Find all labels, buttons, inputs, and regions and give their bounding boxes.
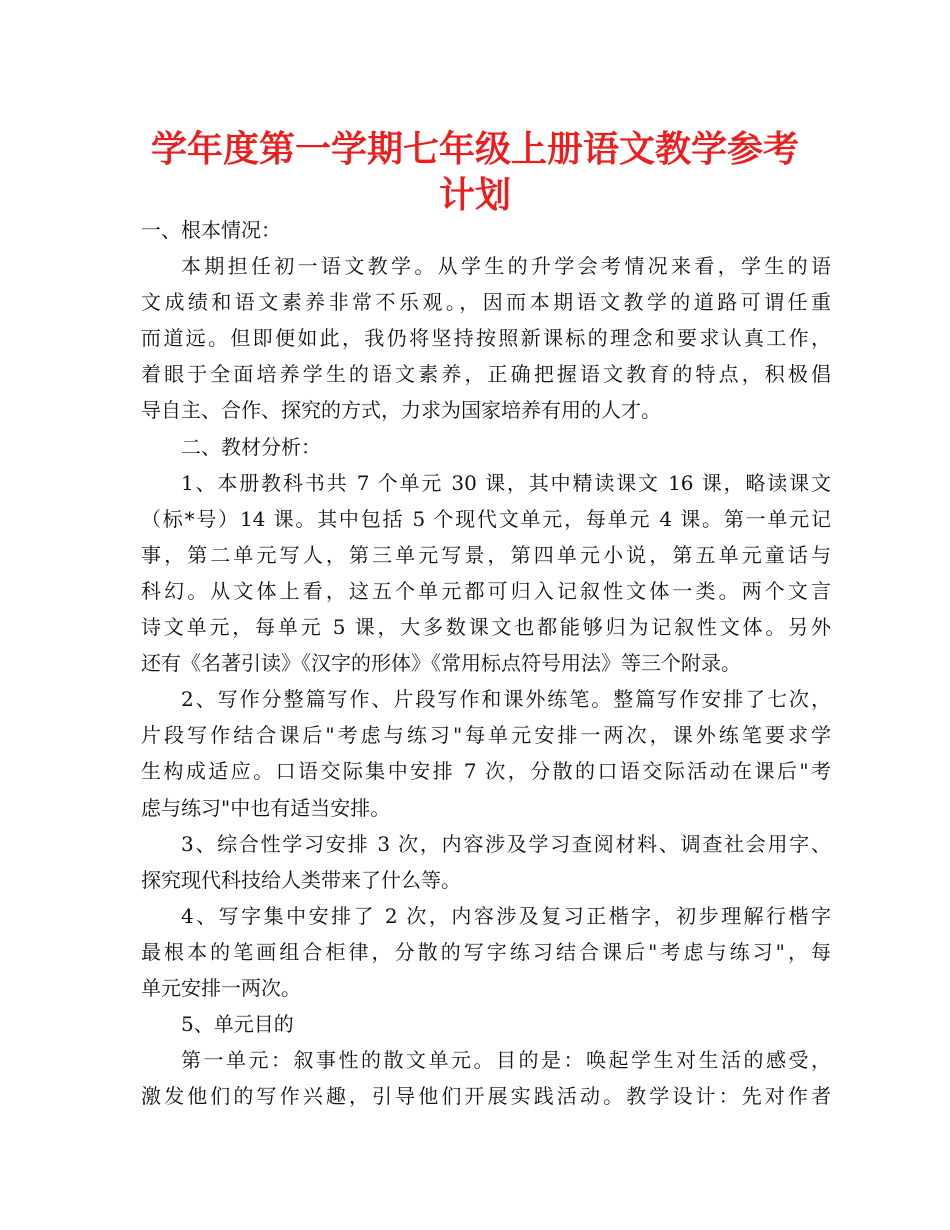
document-body bbox=[141, 212, 831, 1114]
text-line: 科幻。从文体上看，这五个单元都可归入记叙性文体一类。两个文言 bbox=[141, 578, 831, 603]
text-line: 还有《名著引读》《汉字的形体》《常用标点符号用法》等三个附录。 bbox=[141, 651, 741, 676]
section-heading: 二、教材分析： bbox=[181, 434, 321, 459]
text-line: 2、写作分整篇写作、片段写作和课外练笔。整篇写作安排了七次， bbox=[181, 687, 831, 712]
text-line: 激发他们的写作兴趣，引导他们开展实践活动。教学设计：先对作者 bbox=[141, 1084, 831, 1109]
text-line: 最根本的笔画组合柜律，分散的写字练习结合课后"考虑与练习"，每 bbox=[141, 939, 831, 964]
text-line: 导自主、合作、探究的方式，力求为国家培养有用的人才。 bbox=[141, 398, 661, 423]
text-line: 生构成适应。口语交际集中安排 7 次，分散的口语交际活动在课后"考 bbox=[141, 759, 831, 784]
text-line: 事，第二单元写人，第三单元写景，第四单元小说，第五单元童话与 bbox=[141, 542, 831, 567]
text-line: 而道远。但即便如此，我仍将坚持按照新课标的理念和要求认真工作， bbox=[141, 326, 831, 351]
text-line: 单元安排一两次。 bbox=[141, 975, 301, 1000]
text-line: 着眼于全面培养学生的语文素养，正确把握语文教育的特点，积极倡 bbox=[141, 362, 831, 387]
text-line: 诗文单元，每单元 5 课，大多数课文也都能够归为记叙性文体。另外 bbox=[141, 615, 831, 640]
text-line: 1、本册教科书共 7 个单元 30 课，其中精读课文 16 课，略读课文 bbox=[181, 470, 831, 495]
text-line: 片段写作结合课后"考虑与练习"每单元安排一两次，课外练笔要求学 bbox=[141, 723, 831, 748]
text-line: 4、写字集中安排了 2 次，内容涉及复习正楷字，初步理解行楷字 bbox=[181, 903, 831, 928]
text-line: 探究现代科技给人类带来了什么等。 bbox=[141, 867, 461, 892]
document-title-line-2: 计划 bbox=[438, 175, 511, 216]
text-line: （标*号）14 课。其中包括 5 个现代文单元，每单元 4 课。第一单元记 bbox=[141, 506, 831, 531]
text-line: 虑与练习"中也有适当安排。 bbox=[141, 795, 391, 820]
text-line: 3、综合性学习安排 3 次，内容涉及学习查阅材料、调查社会用字、 bbox=[181, 831, 831, 856]
text-line: 文成绩和语文素养非常不乐观。，因而本期语文教学的道路可谓任重 bbox=[141, 290, 831, 315]
text-line: 5、单元目的 bbox=[181, 1012, 294, 1037]
section-heading: 一、根本情况： bbox=[141, 218, 281, 242]
document-title-line-1: 学年度第一学期七年级上册语文教学参考 bbox=[150, 129, 799, 170]
text-line: 第一单元：叙事性的散文单元。目的是：唤起学生对生活的感受， bbox=[181, 1048, 831, 1073]
text-line: 本期担任初一语文教学。从学生的升学会考情况来看，学生的语 bbox=[181, 254, 831, 279]
